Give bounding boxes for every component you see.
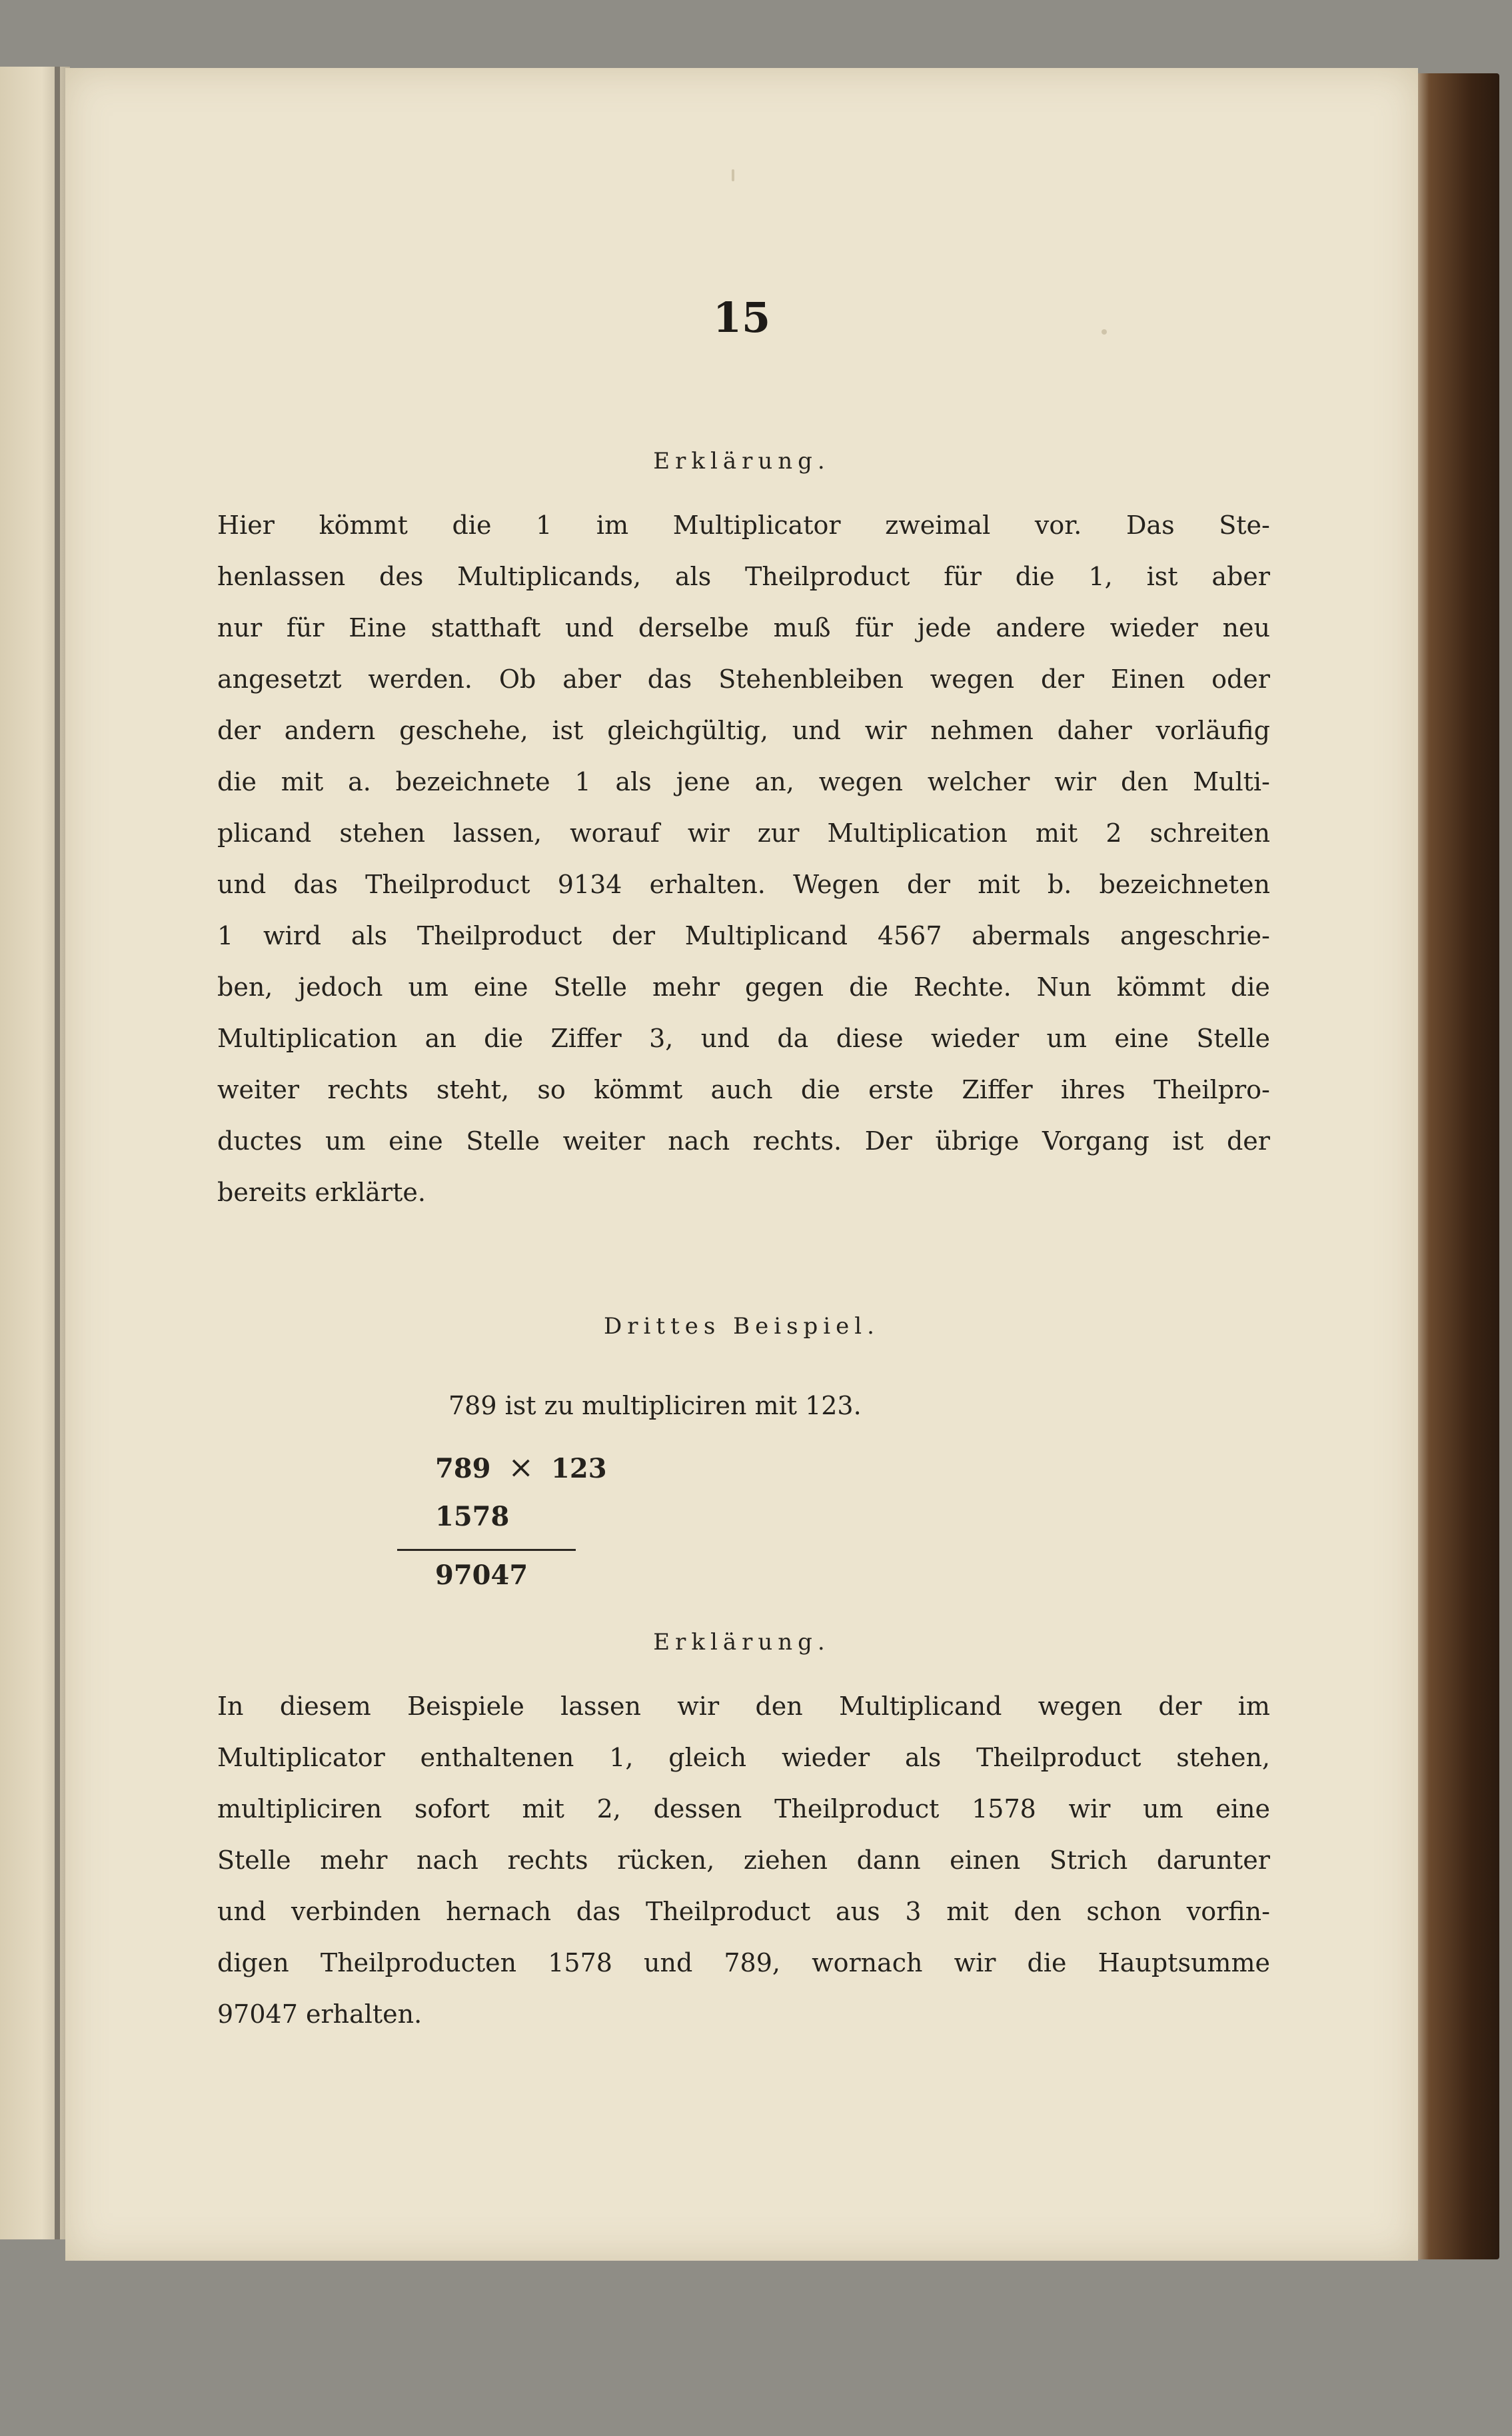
final-product: 97047 xyxy=(435,1560,528,1591)
text-line: die mit a. bezeichnete 1 als jene an, wegen welcher wir den Multi- xyxy=(217,767,1270,796)
text-line: weiter rechts steht, so kömmt auch die erste Ziffer ihres Theilpro- xyxy=(217,1075,1270,1104)
text-line: Stelle mehr nach rechts rücken, ziehen dann einen Strich darunter xyxy=(217,1845,1270,1875)
page-gutter xyxy=(55,67,60,2239)
text-line: ben, jedoch um eine Stelle mehr gegen die Rechte. Nun kömmt die xyxy=(217,972,1270,1002)
text-line: angesetzt werden. Ob aber das Stehenbleiben wegen der Einen oder xyxy=(217,664,1270,694)
text-line: und das Theilproduct 9134 erhalten. Wegen der mit b. bezeichneten xyxy=(217,870,1270,899)
text-line: Multiplicator enthaltenen 1, gleich wieder als Theilproduct stehen, xyxy=(217,1743,1270,1772)
book-page xyxy=(65,68,1418,2261)
text-line: 97047 erhalten. xyxy=(217,1999,422,2029)
text-line: und verbinden hernach das Theilproduct aus 3 mit den schon vorfin- xyxy=(217,1897,1270,1926)
multiplicand: 789 xyxy=(435,1453,491,1484)
text-line: henlassen des Multiplicands, als Theilproduct für die 1, ist aber xyxy=(217,562,1270,591)
text-line: Hier kömmt die 1 im Multiplicator zweimal vor. Das Ste- xyxy=(217,511,1270,540)
text-line: ductes um eine Stelle weiter nach rechts. Der übrige Vorgang ist der xyxy=(217,1126,1270,1156)
paper-mark xyxy=(732,169,734,181)
multiplier: 123 xyxy=(551,1453,607,1484)
section-heading-explanation: Erklärung. xyxy=(653,448,830,475)
explanation-paragraph-2 xyxy=(217,1681,1270,2040)
text-line: multipliciren sofort mit 2, dessen Theilproduct 1578 wir um eine xyxy=(217,1794,1270,1824)
sum-rule xyxy=(397,1549,576,1551)
section-heading-explanation-2: Erklärung. xyxy=(653,1629,830,1656)
partial-product: 1578 xyxy=(435,1501,510,1532)
text-line: digen Theilproducten 1578 und 789, wornach wir die Hauptsumme xyxy=(217,1948,1270,1977)
text-line: Multiplication an die Ziffer 3, und da diese wieder um eine Stelle xyxy=(217,1024,1270,1053)
section-heading-third-example: Drittes Beispiel. xyxy=(604,1313,880,1340)
page-number: 15 xyxy=(712,293,771,342)
text-line: In diesem Beispiele lassen wir den Multiplicand wegen der im xyxy=(217,1692,1270,1721)
text-line: plicand stehen lassen, worauf wir zur Multiplication mit 2 schreiten xyxy=(217,818,1270,848)
explanation-paragraph-1 xyxy=(217,500,1270,1218)
example-task: 789 ist zu multipliciren mit 123. xyxy=(448,1391,862,1420)
text-line: der andern geschehe, ist gleichgültig, und wir nehmen daher vorläufig xyxy=(217,716,1270,745)
text-line: nur für Eine statthaft und derselbe muß für jede andere wieder neu xyxy=(217,613,1270,642)
text-line: bereits erklärte. xyxy=(217,1178,426,1207)
times-sign: × xyxy=(508,1449,534,1485)
book-binding xyxy=(1406,73,1499,2259)
multiplication-line xyxy=(435,1449,607,1485)
text-line: 1 wird als Theilproduct der Multiplicand 4567 abermals angeschrie- xyxy=(217,921,1270,950)
